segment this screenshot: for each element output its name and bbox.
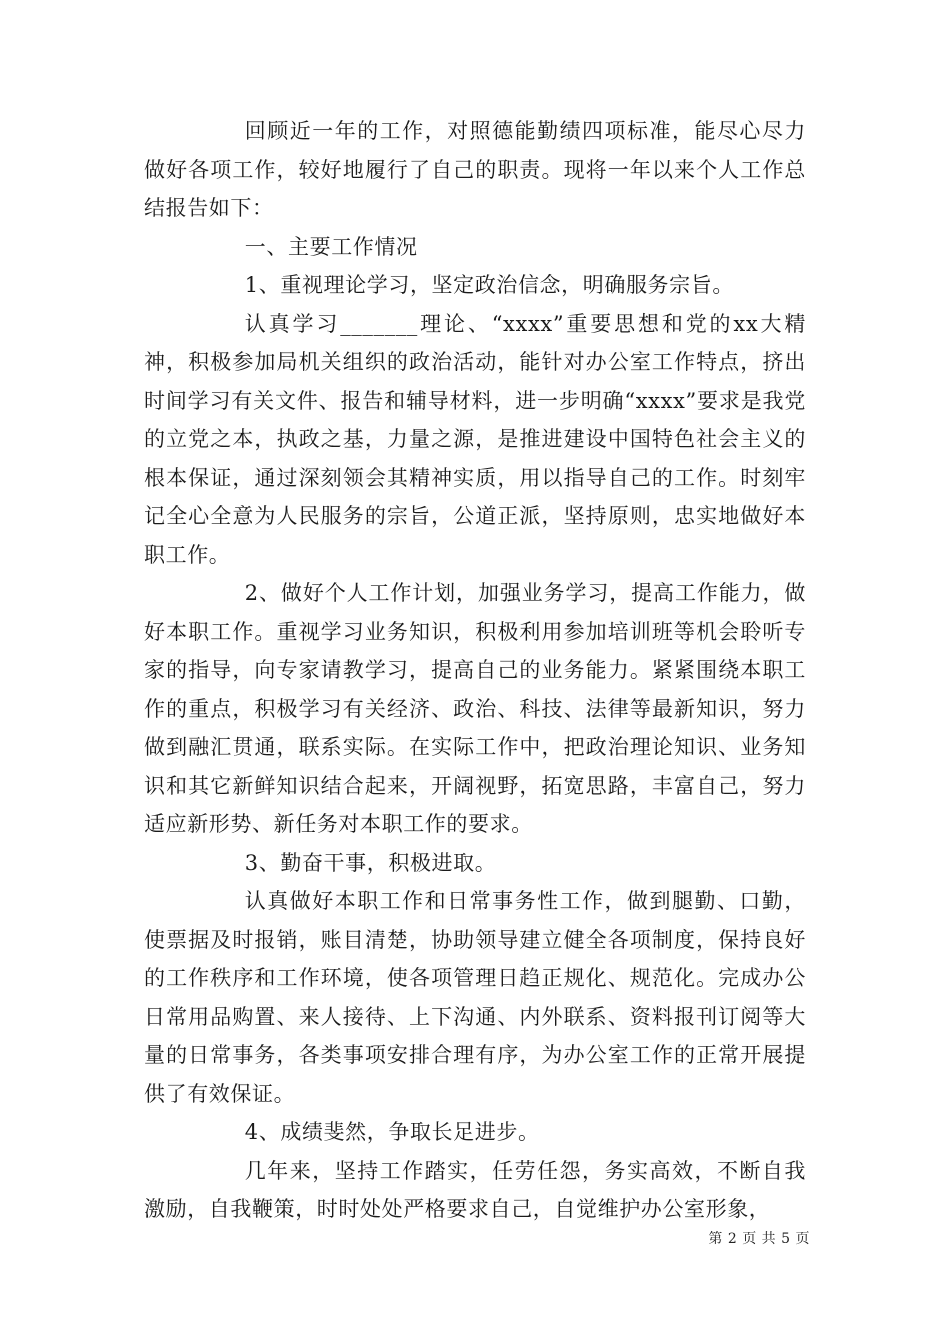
paragraph-theory-study: 认真学习_______理论、“xxxx”重要思想和党的xx大精神，积极参加局机关组织的政治活动，能针对办公室工作特点，挤出时间学习有关文件、报告和辅导材料，进一步明确“xxxx”要求是我党的立党之本，执政之基，力量之源，是推进建设中国特色社会主义的根本保证，通过深刻领会其精神实质，用以指导自己的工作。时刻牢记全心全意为人民服务的宗旨，公道正派，坚持原则，忠实地做好本职工作。 [144, 311, 806, 567]
document-body [144, 112, 806, 1229]
paragraph-daily-affairs: 认真做好本职工作和日常事务性工作，做到腿勤、口勤，使票据及时报销，账目清楚，协助领导建立健全各项制度，保持良好的工作秩序和工作环境，使各项管理日趋正规化、规范化。完成办公日常用品购置、来人接待、上下沟通、内外联系、资料报刊订阅等大量的日常事务，各类事项安排合理有序，为办公室工作的正常开展提供了有效保证。 [144, 889, 806, 1106]
paragraph-achievements: 几年来，坚持工作踏实，任劳任怨，务实高效，不断自我激励，自我鞭策，时时处处严格要求自己，自觉维护办公室形象， [144, 1158, 806, 1221]
subheading-theory-study: 1、重视理论学习，坚定政治信念，明确服务宗旨。 [244, 273, 734, 297]
subheading-diligence: 3、勤奋干事，积极进取。 [244, 850, 497, 875]
subheading-achievements: 4、成绩斐然，争取长足进步。 [244, 1120, 540, 1144]
paragraph-work-plan: 2、做好个人工作计划，加强业务学习，提高工作能力，做好本职工作。重视学习业务知识，积极利用参加培训班等机会聆听专家的指导，向专家请教学习，提高自己的业务能力。紧紧围绕本职工作的重点，积极学习有关经济、政治、科技、法律等最新知识，努力做到融汇贯通，联系实际。在实际工作中，把政治理论知识、业务知识和其它新鲜知识结合起来，开阔视野，拓宽思路，丰富自己，努力适应新形势、新任务对本职工作的要求。 [144, 581, 806, 836]
page-number: 第 2 页 共 5 页 [708, 1231, 810, 1247]
section-heading-main-work: 一、主要工作情况 [244, 234, 418, 259]
intro-paragraph: 回顾近一年的工作，对照德能勤绩四项标准，能尽心尽力做好各项工作，较好地履行了自己的职责。现将一年以来个人工作总结报告如下： [144, 119, 806, 220]
